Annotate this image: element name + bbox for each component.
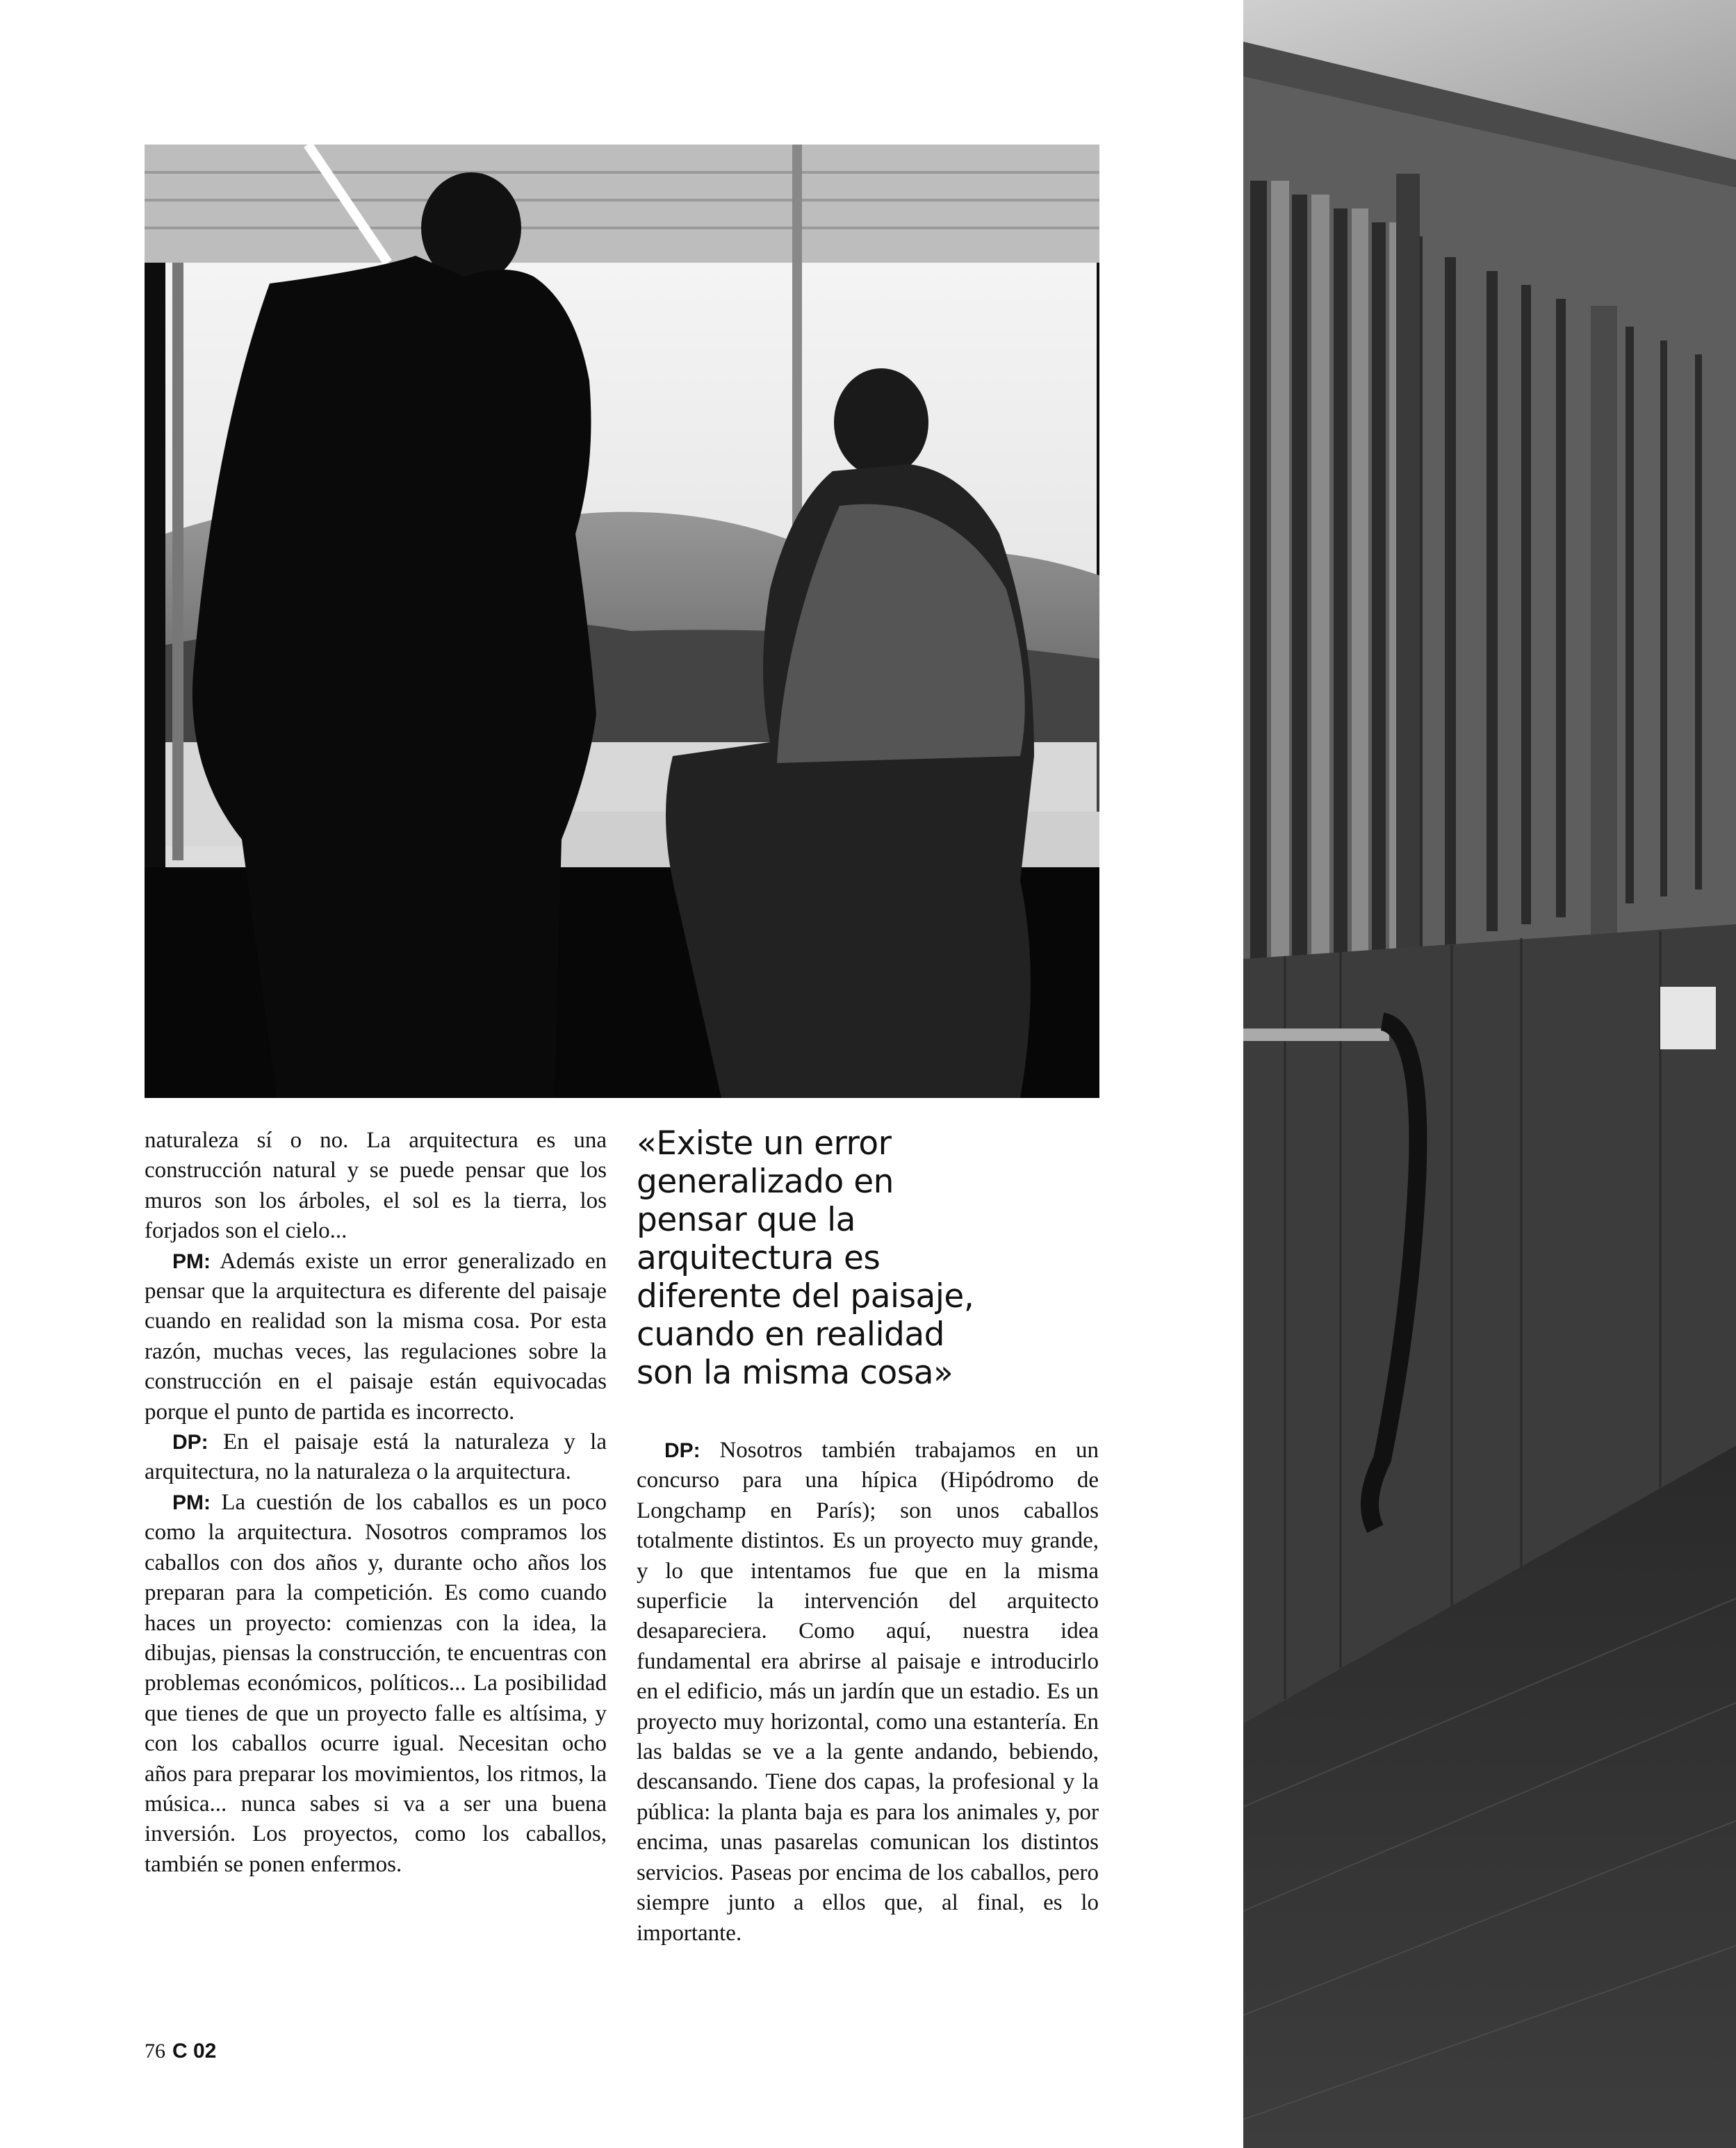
paragraph [145,1427,607,1488]
paragraph-text: Nosotros también trabajamos en un concurso para una hípica (Hipódromo de Longchamp en París); son unos caballos totalmente distintos. Es un proyecto muy grande, y lo que intentamos fue que en la misma superficie la intervención del arquitecto desapareciera. Como aquí, nuestra idea fundamental era abrirse al paisaje e introducirlo en el edificio, más un jardín que un estadio. Es un proyecto muy horizontal, como una estantería. En las baldas se ve a la gente andando, bebiendo, descansando. Tiene dos capas, la profesional y la pública: la planta baja es para los animales y, por encima, unas pasarelas comunican los distintos servicios. Paseas por encima de los caballos, pero siempre junto a ellos que, al final, es lo importante. [637,1438,1099,1946]
speaker-label: DP: [172,1431,208,1454]
photo-stable-corridor [1243,0,1736,2148]
article-column-left [145,1126,607,1880]
paragraph-text: Además existe un error generalizado en pensar que la arquitectura es diferente del paisaje cuando en realidad son la misma cosa. Por esta razón, muchas veces, las regulaciones sobre la construcción en el paisaje están equivocadas porque el punto de partida es incorrecto. [145,1248,607,1425]
photo-men-at-window-image [145,145,1099,1098]
speaker-label: PM: [172,1249,211,1273]
paragraph-text: En el paisaje está la naturaleza y la arquitectura, no la naturaleza o la arquitectura. [145,1429,607,1485]
photo-stable-corridor-image [1243,0,1736,2148]
speaker-label: PM: [172,1491,211,1514]
paragraph [637,1436,1099,1949]
pull-quote: «Existe un error generalizado en pensar que la arquitectura es diferente del paisaje, cuando en realidad son la misma cosa» [637,1124,974,1392]
publication-name: C 02 [172,2040,217,2063]
article-column-right [637,1436,1099,1949]
paragraph [145,1488,607,1880]
paragraph-text: La cuestión de los caballos es un poco como la arquitectura. Nosotros compramos los caballos con dos años y, durante ocho años los preparan para la competición. Es como cuando haces un proyecto: comienzas con la idea, la dibujas, piensas la construcción, te encuentras con problemas económicos, políticos... La posibilidad que tienes de que un proyecto falle es altísima, y con los caballos ocurre igual. Necesitan ocho años para preparar los movimientos, los ritmos, la música... nunca sabes si va a ser una buena inversión. Los proyectos, como los caballos, también se ponen enfermos. [145,1489,607,1877]
speaker-label: DP: [664,1439,701,1462]
paragraph [145,1247,607,1427]
paragraph: naturaleza sí o no. La arquitectura es una construcción natural y se puede pensar que los muros son los árboles, el sol es la tierra, los forjados son el cielo... [145,1128,607,1244]
page-number: 76 [145,2040,165,2063]
photo-men-at-window [145,145,1099,1098]
page-folio [145,2040,216,2063]
